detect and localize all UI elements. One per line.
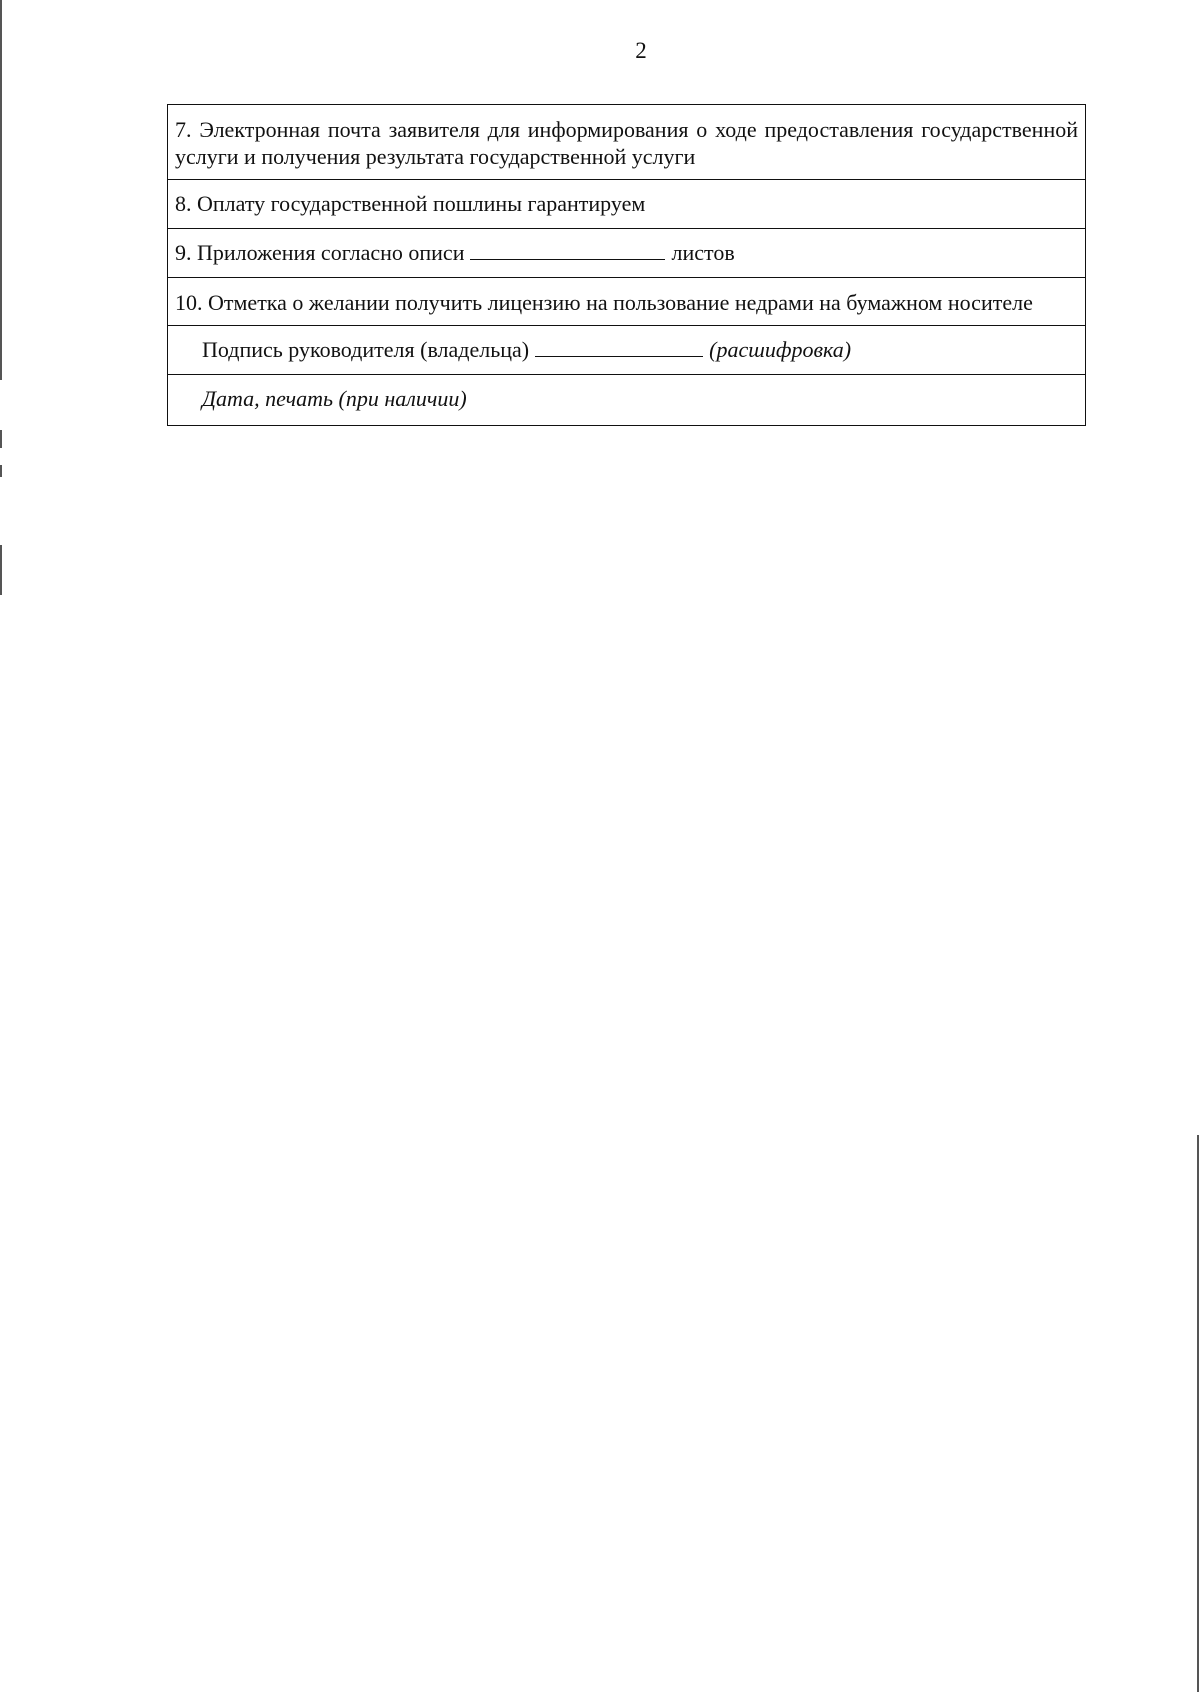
page-number: 2 (635, 38, 647, 63)
email-label: 7. Электронная почта заявителя для информирования о ходе предоставления государственной услуги и получения результата государственной услуги (175, 117, 1078, 169)
attachments-label: 9. Приложения согласно описи (175, 240, 465, 265)
application-form-table (167, 104, 1086, 426)
form-row-date-stamp (168, 375, 1085, 425)
form-row-paper-license (168, 278, 1085, 326)
signature-blank[interactable] (535, 336, 703, 357)
scan-edge-left-3 (0, 465, 2, 477)
paper-license-label: 10. Отметка о желании получить лицензию на пользование недрами на бумажном носителе (175, 290, 1033, 315)
form-row-fee-guarantee (168, 180, 1085, 229)
fee-guarantee-label: 8. Оплату государственной пошлины гарантируем (175, 191, 646, 216)
scan-edge-left-4 (0, 545, 2, 595)
form-row-attachments (168, 229, 1085, 278)
attachments-suffix: листов (671, 240, 735, 265)
signature-decode-label: (расшифровка) (709, 337, 852, 362)
attachments-pages-blank[interactable] (470, 239, 665, 260)
scan-edge-left-2 (0, 430, 2, 448)
signature-label: Подпись руководителя (владельца) (202, 337, 530, 362)
form-row-signature (168, 326, 1085, 375)
date-stamp-label: Дата, печать (при наличии) (202, 386, 467, 411)
scan-edge-right-1 (1197, 1135, 1199, 1692)
form-row-email (168, 105, 1085, 180)
